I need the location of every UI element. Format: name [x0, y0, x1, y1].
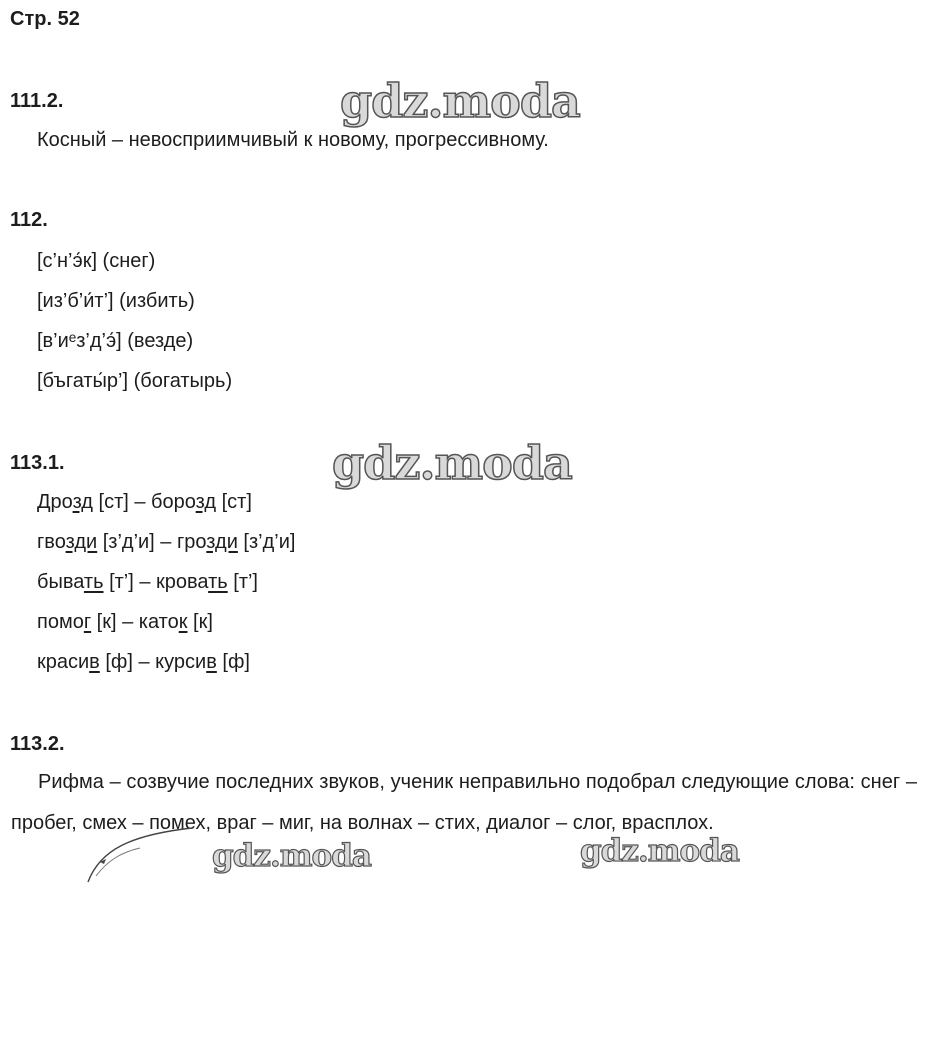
word-pair-line: бывать [т’] – кровать [т’] — [37, 571, 258, 593]
transcription-line: [в’иᵉз’д’э́] (везде) — [37, 330, 194, 352]
underlined-letters: ть — [208, 571, 228, 593]
underlined-letters: в — [89, 651, 100, 673]
underlined-letters: в — [206, 651, 217, 673]
word-pair-line: гвозди [з’д’и] – грозди [з’д’и] — [37, 531, 296, 553]
underlined-letters: ть — [83, 571, 104, 593]
watermark-logo: gdz.moda — [332, 436, 572, 490]
underlined-letters: г — [83, 611, 92, 633]
pen-scribble-icon — [60, 810, 200, 890]
transcription-line: [из’б’и́т’] (избить) — [37, 290, 195, 312]
exercise-number-112: 112. — [10, 209, 48, 231]
transcription-line: [бъгаты́р’] (богатырь) — [37, 370, 233, 392]
transcription-line: [с’н’э́к] (снег) — [37, 250, 156, 272]
underlined-letters: зд — [195, 491, 217, 513]
exercise-number-113-2: 113.2. — [10, 733, 65, 755]
underlined-letters: к — [178, 611, 188, 633]
exercise-113-2-text: Рифма – созвучие последних звуков, ученик неправильно подобрал следующие слова: снег – пробег, смех – помех, враг – миг, на волнах – стих, диалог – слог, врасплох. — [11, 771, 917, 834]
underlined-letters: зди — [206, 531, 238, 553]
watermark-logo: gdz.moda — [212, 838, 371, 874]
exercise-number-113-1: 113.1. — [10, 452, 65, 474]
page-header: Стр. 52 — [10, 8, 80, 30]
word-pair-line: красив [ф] – курсив [ф] — [37, 651, 250, 673]
watermark-logo: gdz.moda — [580, 833, 739, 869]
word-pair-line: Дрозд [ст] – борозд [ст] — [37, 491, 252, 513]
underlined-letters: зд — [72, 491, 93, 513]
underlined-letters: зди — [65, 531, 98, 553]
exercise-number-111-2: 111.2. — [10, 90, 64, 112]
watermark-logo: gdz.moda — [340, 74, 580, 128]
word-pair-line: помог [к] – каток [к] — [37, 611, 213, 633]
exercise-111-2-text: Косный – невосприимчивый к новому, прогрессивному. — [37, 129, 549, 151]
